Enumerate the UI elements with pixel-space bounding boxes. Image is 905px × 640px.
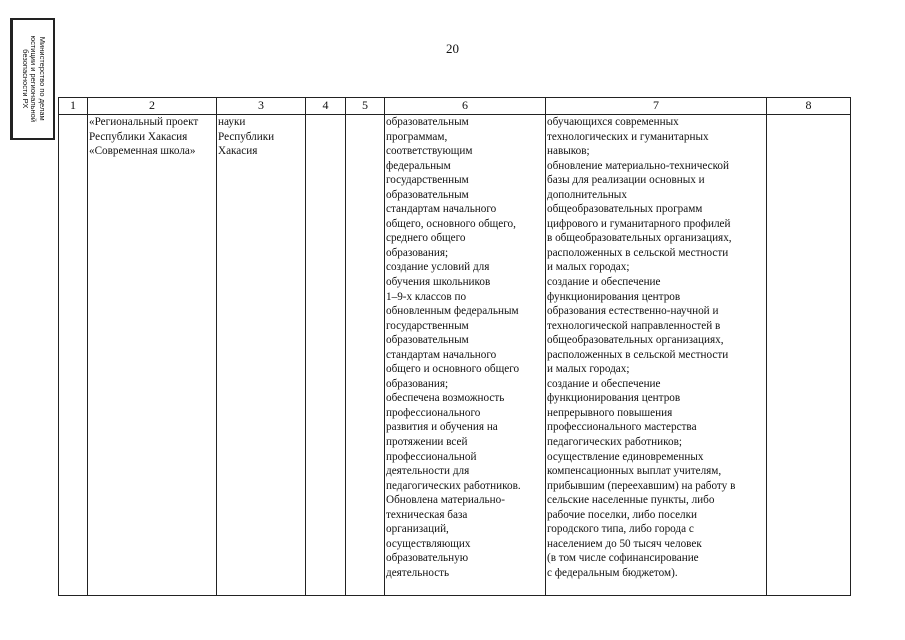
cell-line: с федеральным бюджетом).: [547, 566, 678, 579]
cell-line: функционирования центров: [547, 392, 681, 405]
cell-line: дополнительных: [547, 188, 627, 201]
cell-line: создание условий для: [386, 261, 490, 274]
cell-line: 1–9-х классов по: [386, 290, 467, 303]
cell-line: технологических и гуманитарных: [547, 130, 709, 143]
cell-line: расположенных в сельской местности: [547, 348, 729, 361]
page-number: 20: [446, 41, 459, 56]
cell-line: Республики: [218, 130, 275, 143]
cell-line: развития и обучения на: [386, 421, 498, 434]
cell-line: профессионального: [386, 406, 481, 419]
cell-line: науки: [218, 116, 246, 128]
cell-col1: [59, 115, 88, 596]
cell-line: образовательным: [386, 188, 469, 201]
cell-line: обновленным федеральным: [386, 305, 519, 318]
cell-line: городского типа, либо города с: [547, 523, 694, 536]
cell-col5: [346, 115, 385, 596]
cell-measures: [546, 115, 767, 596]
cell-line: обновление материально-технической: [547, 159, 730, 172]
cell-line: (в том числе софинансирование: [547, 552, 699, 565]
cell-line: сельские населенные пункты, либо: [547, 494, 715, 507]
cell-results: [385, 115, 546, 596]
stamp-line: Министерство по делам: [37, 37, 47, 121]
cell-line: обучающихся современных: [547, 116, 679, 128]
registration-stamp: [10, 18, 55, 140]
cell-line: государственным: [386, 319, 469, 332]
cell-line: обеспечена возможность: [386, 392, 505, 405]
cell-project-name: [88, 115, 217, 596]
stamp-line: юстиции и региональной: [29, 35, 39, 123]
cell-line: рабочие поселки, либо поселки: [547, 508, 698, 521]
cell-col4: [306, 115, 346, 596]
header-cell-4: 4: [306, 98, 346, 115]
cell-line: создание и обеспечение: [547, 377, 661, 390]
cell-line: общего, основного общего,: [386, 217, 516, 230]
cell-line: и малых городах;: [547, 363, 630, 376]
cell-ministry: [217, 115, 306, 596]
cell-line: цифрового и гуманитарного профилей: [547, 217, 731, 230]
cell-line: государственным: [386, 174, 469, 187]
cell-line: создание и обеспечение: [547, 276, 661, 289]
cell-line: «Региональный проект: [89, 116, 199, 128]
cell-line: педагогических работников;: [547, 436, 683, 449]
cell-line: осуществляющих: [386, 537, 471, 550]
header-cell-1: 1: [59, 98, 88, 115]
cell-line: общего и основного общего: [386, 363, 520, 376]
header-cell-6: 6: [385, 98, 546, 115]
cell-line: обучения школьников: [386, 276, 491, 289]
cell-line: профессионального мастерства: [547, 421, 697, 434]
cell-line: образования естественно-научной и: [547, 305, 719, 318]
cell-line: в общеобразовательных организациях,: [547, 232, 732, 245]
cell-line: образовательным: [386, 334, 469, 347]
cell-line: навыков;: [547, 145, 590, 158]
cell-line: общеобразовательных организациях,: [547, 334, 724, 347]
header-cell-2: 2: [88, 98, 217, 115]
cell-line: программам,: [386, 130, 448, 143]
cell-line: осуществление единовременных: [547, 450, 704, 463]
cell-line: функционирования центров: [547, 290, 681, 303]
header-cell-8: 8: [767, 98, 851, 115]
cell-line: и малых городах;: [547, 261, 630, 274]
header-cell-7: 7: [546, 98, 767, 115]
cell-line: стандартам начального: [386, 348, 497, 361]
stamp-line: безопасности РХ: [20, 49, 30, 109]
cell-line: деятельности для: [386, 465, 470, 478]
cell-line: профессиональной: [386, 450, 477, 463]
cell-line: образовательным: [386, 116, 469, 128]
cell-line: протяжении всей: [386, 436, 468, 449]
cell-line: деятельность: [386, 566, 450, 579]
cell-line: расположенных в сельской местности: [547, 246, 729, 259]
header-row: [59, 98, 851, 115]
cell-line: Обновлена материально-: [386, 494, 505, 507]
cell-line: непрерывного повышения: [547, 406, 673, 419]
cell-line: педагогических работников.: [386, 479, 521, 492]
main-table: [58, 97, 851, 596]
cell-line: стандартам начального: [386, 203, 497, 216]
cell-line: федеральным: [386, 159, 451, 172]
cell-line: «Современная школа»: [89, 145, 196, 158]
cell-line: Хакасия: [218, 145, 258, 158]
cell-line: образования;: [386, 377, 449, 390]
cell-col8: [767, 115, 851, 596]
cell-line: прибывшим (переехавшим) на работу в: [547, 479, 736, 492]
cell-line: образования;: [386, 246, 449, 259]
header-cell-3: 3: [217, 98, 306, 115]
table-row: [59, 115, 851, 596]
cell-line: соответствующим: [386, 145, 473, 158]
cell-line: населением до 50 тысяч человек: [547, 537, 702, 550]
cell-line: техническая база: [386, 508, 468, 521]
cell-line: образовательную: [386, 552, 469, 565]
cell-line: среднего общего: [386, 232, 466, 245]
cell-line: Республики Хакасия: [89, 130, 188, 143]
cell-line: базы для реализации основных и: [547, 174, 705, 187]
cell-line: общеобразовательных программ: [547, 203, 703, 216]
cell-line: компенсационных выплат учителям,: [547, 465, 722, 478]
cell-line: организаций,: [386, 523, 449, 536]
cell-line: технологической направленностей в: [547, 319, 721, 332]
header-cell-5: 5: [346, 98, 385, 115]
